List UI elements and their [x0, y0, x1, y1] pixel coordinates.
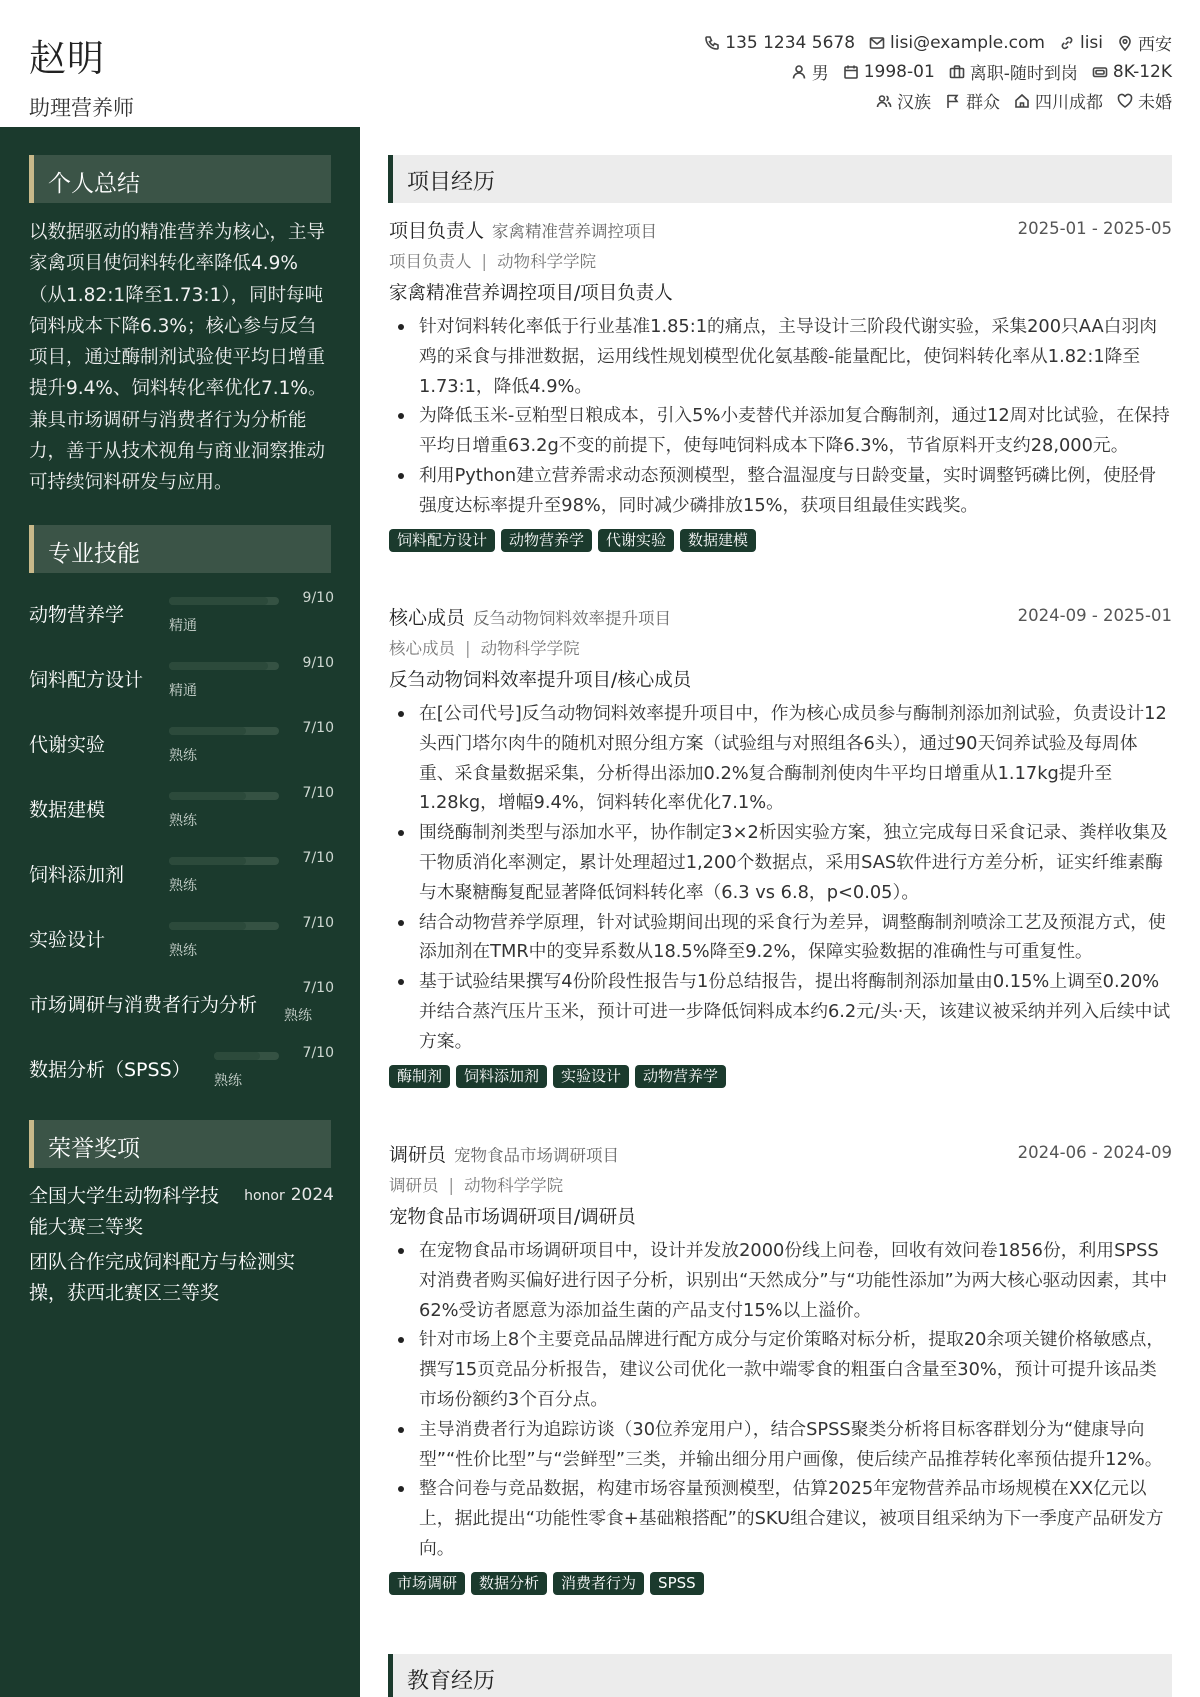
hometown-item: 四川成都	[1014, 88, 1103, 113]
skill-bar	[169, 662, 279, 670]
project-org: 动物科学学院	[464, 1176, 564, 1195]
project-sub-role: 调研员	[389, 1176, 439, 1195]
skill-name: 动物营养学	[29, 604, 125, 626]
contact-info	[690, 28, 1172, 115]
calendar-icon	[843, 64, 859, 80]
honor-text: 团队合作完成饲料配方与检测实操，获西北赛区三等奖	[29, 1251, 296, 1304]
heart-icon	[1117, 93, 1133, 109]
bullet-item: 围绕酶制剂类型与添加水平，协作制定3×2析因实验方案，独立完成每日采食记录、粪样收集及干物质消化率测定，累计处理超过1,200个数据点，采用SAS软件进行方差分析，证实纤维素酶与木聚糖酶复配显著降低饲料转化率（6.3 vs 6.8，p<0.05）。	[389, 818, 1172, 907]
people-icon	[876, 93, 892, 109]
skill-tag: 酶制剂	[389, 1065, 450, 1088]
home-icon	[1014, 93, 1030, 109]
phone-item: 135 1234 5678	[704, 33, 855, 53]
bullet-item: 基于试验结果撰写4份阶段性报告与1份总结报告，提出将酶制剂添加量由0.15%上调至0.20%并结合蒸汽压片玉米，预计可进一步降低饲料成本约6.2元/头·天，该建议被采纳并列入后续中试方案。	[389, 967, 1172, 1056]
skill-bar-fill	[214, 1052, 260, 1060]
status-item: 离职-随时到岗	[949, 59, 1078, 84]
marital-item: 未婚	[1117, 88, 1172, 113]
project-tags	[389, 529, 1172, 552]
skill-score: 7/10	[302, 720, 334, 736]
skill-score: 7/10	[302, 785, 334, 801]
bullet-item: 结合动物营养学原理，针对试验期间出现的采食行为差异，调整酶制剂喷涂工艺及预混方式，使添加剂在TMR中的变异系数从18.5%降至9.2%，保障实验数据的准确性与可重复性。	[389, 908, 1172, 968]
honors-section-header	[29, 1120, 331, 1168]
skill-bar-fill	[169, 662, 268, 670]
project-title-line: 反刍动物饲料效率提升项目/核心成员	[389, 670, 692, 691]
skill-name: 数据分析（SPSS）	[29, 1059, 191, 1081]
bullet-item: 为降低玉米-豆粕型日粮成本，引入5%小麦替代并添加复合酶制剂，通过12周对比试验，在保持平均日增重63.2g不变的前提下，使每吨饲料成本下降6.3%，节省原料开支约28,000元。	[389, 401, 1172, 461]
project-title-line: 宠物食品市场调研项目/调研员	[389, 1207, 636, 1228]
skill-tag: 实验设计	[553, 1065, 629, 1088]
birth-item: 1998-01	[843, 62, 935, 82]
project-entry	[389, 216, 1172, 552]
project-name: 反刍动物饲料效率提升项目	[473, 609, 672, 628]
bullet-item: 整合问卷与竞品数据，构建市场容量预测模型，估算2025年宠物营养品市场规模在XX亿元以上，据此提出“功能性零食+基础粮搭配”的SKU组合建议，被项目组采纳为下一季度产品研发方向。	[389, 1474, 1172, 1563]
education-section-title: 教育经历	[407, 1669, 496, 1694]
honors-section-title: 荣誉奖项	[48, 1136, 140, 1162]
skill-name: 饲料配方设计	[29, 669, 144, 691]
skill-item	[29, 1045, 334, 1095]
summary-text: 以数据驱动的精准营养为核心，主导家禽项目使饲料转化率降低4.9%（从1.82:1降至1.73:1），同时每吨饲料成本下降6.3%；核心参与反刍项目，通过酶制剂试验使平均日增重提升9.4%、饲料转化率优化7.1%。兼具市场调研与消费者行为分析能力，善于从技术视角与商业洞察推动可持续饲料研发与应用。	[29, 222, 327, 494]
sidebar	[0, 127, 360, 1697]
ethnicity-item: 汉族	[876, 88, 931, 113]
project-sub-role: 核心成员	[389, 639, 455, 658]
project-bullets	[389, 699, 1172, 1057]
skill-bar	[214, 1052, 279, 1060]
project-role: 项目负责人	[389, 220, 485, 242]
project-tags	[389, 1065, 1172, 1088]
project-header	[389, 603, 1172, 633]
skill-score: 7/10	[302, 980, 334, 996]
bullet-item: 主导消费者行为追踪访谈（30位养宠用户），结合SPSS聚类分析将目标客群划分为“健康导向型”“性价比型”与“尝鲜型”三类，并输出细分用户画像，使后续产品推荐转化率预估提升12%。	[389, 1415, 1172, 1475]
projects-section-header	[388, 155, 1172, 203]
skill-tag: 动物营养学	[501, 529, 592, 552]
flag-icon	[945, 93, 961, 109]
project-date: 2024-06 - 2024-09	[1017, 1143, 1172, 1162]
skill-item	[29, 785, 334, 835]
skill-level: 熟练	[214, 1073, 242, 1089]
skill-level: 熟练	[284, 1008, 312, 1024]
honor-item	[29, 1181, 334, 1243]
skill-item	[29, 590, 334, 640]
political-item: 群众	[945, 88, 1000, 113]
skill-name: 饲料添加剂	[29, 864, 125, 886]
skill-bar-fill	[169, 792, 246, 800]
project-title-line: 家禽精准营养调控项目/项目负责人	[389, 283, 673, 304]
contact-row-2	[690, 57, 1172, 86]
skill-bar-fill	[169, 857, 246, 865]
phone-icon	[704, 35, 720, 51]
project-entry	[389, 1140, 1172, 1595]
honor-meta	[244, 1185, 334, 1205]
project-org: 动物科学学院	[480, 639, 580, 658]
skill-level: 精通	[169, 683, 197, 699]
skill-level: 熟练	[169, 943, 197, 959]
candidate-title: 助理营养师	[29, 96, 134, 120]
skill-name: 市场调研与消费者行为分析	[29, 994, 258, 1016]
bullet-item: 在[公司代号]反刍动物饲料效率提升项目中，作为核心成员参与酶制剂添加剂试验，负责设计12头西门塔尔肉牛的随机对照分组方案（试验组与对照组各6头），通过90天饲养试验及每周体重、采食量数据采集，分析得出添加0.2%复合酶制剂使肉牛平均日增重从1.17kg提升至1.28kg，增幅9.4%，饲料转化率优化7.1%。	[389, 699, 1172, 818]
skill-bar	[169, 597, 279, 605]
skill-score: 7/10	[302, 1045, 334, 1061]
skill-tag: 数据建模	[680, 529, 756, 552]
project-tags	[389, 1572, 1172, 1595]
contact-row-1	[690, 28, 1172, 57]
skill-tag: SPSS	[650, 1572, 704, 1595]
project-role: 核心成员	[389, 607, 466, 629]
skill-tag: 动物营养学	[635, 1065, 726, 1088]
skill-tag: 饲料配方设计	[389, 529, 495, 552]
project-bullets	[389, 312, 1172, 521]
candidate-name: 赵明	[29, 37, 105, 80]
project-subline: 调研员 | 动物科学学院	[389, 1176, 564, 1195]
project-date: 2024-09 - 2025-01	[1017, 606, 1172, 625]
skills-section-title: 专业技能	[48, 541, 140, 567]
project-date: 2025-01 - 2025-05	[1017, 219, 1172, 238]
honor-year: 2024	[290, 1185, 334, 1205]
project-name: 宠物食品市场调研项目	[454, 1146, 620, 1165]
briefcase-icon	[949, 64, 965, 80]
honor-tag: honor	[244, 1188, 285, 1204]
salary-item: 8K-12K	[1092, 62, 1172, 82]
projects-section-title: 项目经历	[407, 170, 496, 195]
skill-score: 7/10	[302, 915, 334, 931]
summary-section-header	[29, 155, 331, 203]
skill-item	[29, 655, 334, 705]
wallet-icon	[1092, 64, 1108, 80]
skill-bar-fill	[169, 597, 268, 605]
user-icon	[791, 64, 807, 80]
skill-tag: 代谢实验	[598, 529, 674, 552]
education-section-header	[388, 1654, 1172, 1697]
project-subline: 核心成员 | 动物科学学院	[389, 639, 580, 658]
skill-bar	[169, 922, 279, 930]
link-icon	[1059, 35, 1075, 51]
project-header	[389, 1140, 1172, 1170]
skill-tag: 市场调研	[389, 1572, 465, 1595]
location-icon	[1117, 35, 1133, 51]
location-item: 西安	[1117, 30, 1172, 55]
skill-level: 熟练	[169, 748, 197, 764]
email-item: lisi@example.com	[869, 33, 1045, 53]
project-name: 家禽精准营养调控项目	[492, 222, 658, 241]
mail-icon	[869, 35, 885, 51]
project-header	[389, 216, 1172, 246]
honor-item	[29, 1247, 334, 1309]
project-bullets	[389, 1236, 1172, 1564]
skill-tag: 消费者行为	[553, 1572, 644, 1595]
skill-item	[29, 915, 334, 965]
skill-item	[29, 720, 334, 770]
resume-header	[0, 0, 1200, 127]
skill-tag: 数据分析	[471, 1572, 547, 1595]
skill-bar-fill	[169, 727, 246, 735]
bullet-item: 在宠物食品市场调研项目中，设计并发放2000份线上问卷，回收有效问卷1856份，利用SPSS对消费者购买偏好进行因子分析，识别出“天然成分”与“功能性添加”为两大核心驱动因素，其中62%受访者愿意为添加益生菌的产品支付15%以上溢价。	[389, 1236, 1172, 1325]
skill-bar	[169, 792, 279, 800]
skill-bar	[169, 727, 279, 735]
skill-score: 7/10	[302, 850, 334, 866]
skills-section-header	[29, 525, 331, 573]
contact-row-3	[690, 86, 1172, 115]
skill-name: 实验设计	[29, 929, 106, 951]
bullet-item: 针对饲料转化率低于行业基准1.85:1的痛点，主导设计三阶段代谢实验，采集200只AA白羽肉鸡的采食与排泄数据，运用线性规划模型优化氨基酸-能量配比，使饲料转化率从1.82:1降至1.73:1，降低4.9%。	[389, 312, 1172, 401]
skill-score: 9/10	[302, 655, 334, 671]
summary-section-title: 个人总结	[48, 171, 140, 197]
project-sub-role: 项目负责人	[389, 252, 472, 271]
project-org: 动物科学学院	[497, 252, 597, 271]
bullet-item: 针对市场上8个主要竞品品牌进行配方成分与定价策略对标分析，提取20余项关键价格敏感点，撰写15页竞品分析报告，建议公司优化一款中端零食的粗蛋白含量至30%，预计可提升该品类市场份额约3个百分点。	[389, 1325, 1172, 1414]
skill-bar-fill	[169, 922, 246, 930]
skill-name: 数据建模	[29, 799, 106, 821]
skill-item	[29, 850, 334, 900]
skill-bar	[169, 857, 279, 865]
gender-item: 男	[791, 59, 829, 84]
skill-score: 9/10	[302, 590, 334, 606]
skill-name: 代谢实验	[29, 734, 106, 756]
skill-level: 熟练	[169, 813, 197, 829]
bullet-item: 利用Python建立营养需求动态预测模型，整合温湿度与日龄变量，实时调整钙磷比例，使胫骨强度达标率提升至98%，同时减少磷排放15%，获项目组最佳实践奖。	[389, 461, 1172, 521]
skill-level: 精通	[169, 618, 197, 634]
skill-level: 熟练	[169, 878, 197, 894]
project-role: 调研员	[389, 1144, 447, 1166]
project-subline: 项目负责人 | 动物科学学院	[389, 252, 597, 271]
honor-text: 全国大学生动物科学技能大赛三等奖	[29, 1185, 220, 1238]
skill-tag: 饲料添加剂	[456, 1065, 547, 1088]
link-item: lisi	[1059, 33, 1103, 53]
project-entry	[389, 603, 1172, 1088]
skill-item	[29, 980, 334, 1030]
